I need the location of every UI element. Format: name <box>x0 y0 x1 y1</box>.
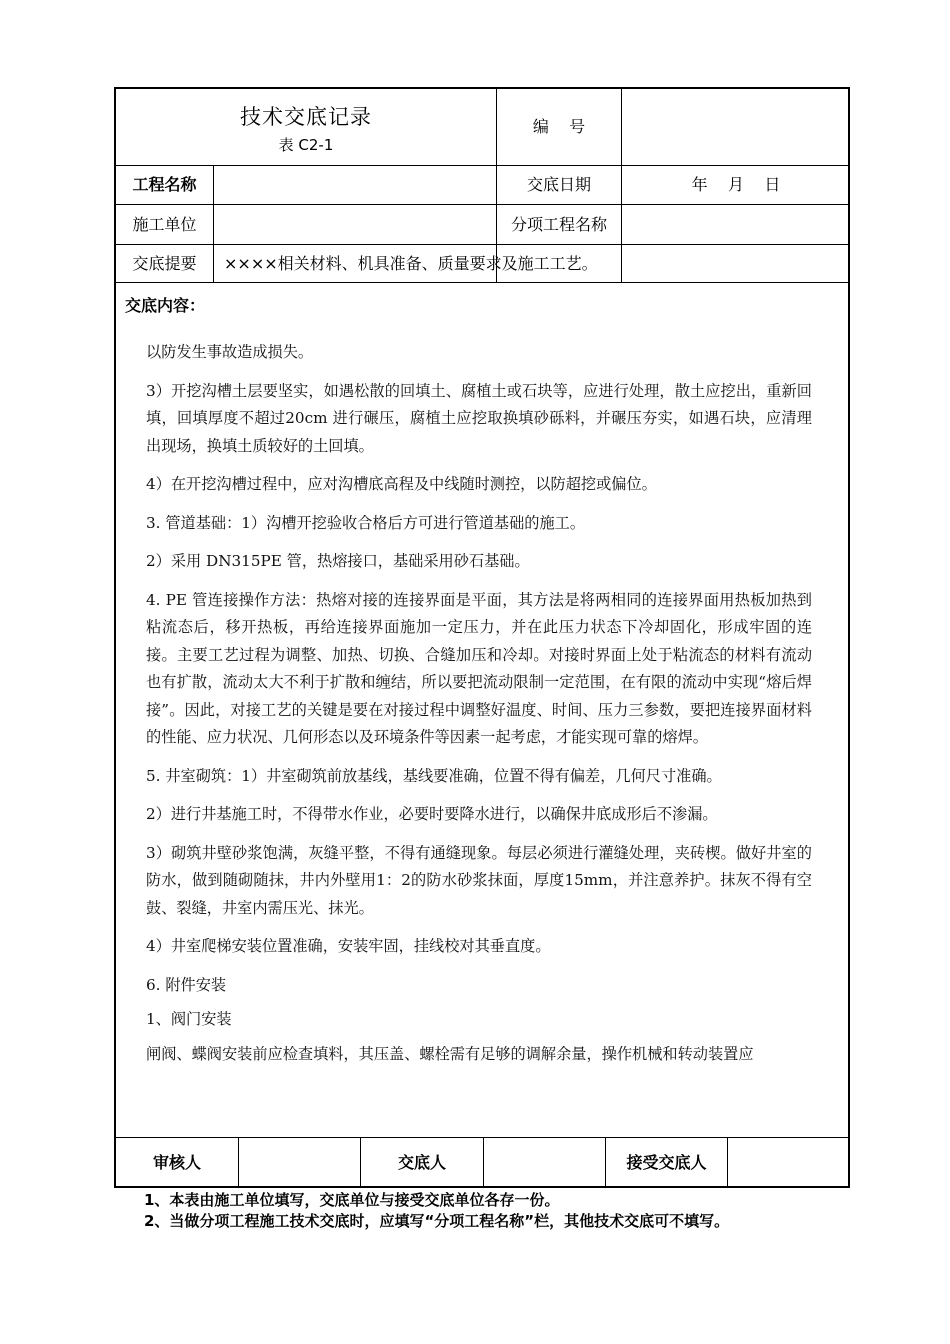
note-line: 2、当做分项工程施工技术交底时，应填写“分项工程名称”栏，其他技术交底可不填写。 <box>144 1212 730 1230</box>
disclosure-form <box>114 87 850 1188</box>
discloser-field[interactable] <box>484 1138 605 1188</box>
reviewer-field[interactable] <box>239 1138 360 1188</box>
construction-unit-field[interactable] <box>214 205 496 244</box>
reviewer-label: 审核人 <box>152 1153 201 1173</box>
content-paragraph: 5. 井室砌筑：1）井室砌筑前放基线，基线要准确，位置不得有偏差，几何尺寸准确。 <box>146 766 722 785</box>
discloser-label: 交底人 <box>397 1153 446 1173</box>
content-paragraph: 2）进行井基施工时，不得带水作业，必要时要降水进行，以确保井底成形后不渗漏。 <box>146 805 718 823</box>
form-notes <box>144 1190 729 1232</box>
date-label: 交底日期 <box>526 175 591 195</box>
project-name-label: 工程名称 <box>132 175 197 195</box>
content-label: 交底内容： <box>125 296 206 315</box>
content-paragraph: 4）在开挖沟槽过程中，应对沟槽底高程及中线随时测控，以防超挖或偏位。 <box>146 475 657 493</box>
receiver-field[interactable] <box>728 1138 850 1188</box>
summary-field[interactable]: ××××相关材料、机具准备、质量要求及施工工艺。 <box>224 253 598 273</box>
summary-label: 交底提要 <box>132 253 197 273</box>
date-field[interactable]: 年 月 日 <box>691 175 781 195</box>
content-paragraph: 4）井室爬梯安装位置准确，安装牢固，挂线校对其垂直度。 <box>146 937 551 955</box>
sub-project-label: 分项工程名称 <box>510 214 607 234</box>
number-field[interactable] <box>622 89 850 165</box>
form-code: 表 C2-1 <box>278 136 334 154</box>
row-divider <box>116 282 848 283</box>
content-paragraph: 闸阀、蝶阀安装前应检查填料，其压盖、螺栓需有足够的调解余量，操作机械和转动装置应 <box>146 1044 754 1063</box>
receiver-label: 接受交底人 <box>626 1153 707 1173</box>
content-paragraph: 3）开挖沟槽土层要坚实，如遇松散的回填土、腐植土或石块等，应进行处理，散土应挖出，重新回填，回填厚度不超过20cm 进行碾压，腐植土应挖取换填砂砾料，并碾压夯实，如遇石块，应清理出现场，换填土质较好的土回填。 <box>146 381 812 455</box>
disclosure-content <box>146 339 812 1079</box>
content-paragraph: 3. 管道基础：1）沟槽开挖验收合格后方可进行管道基础的施工。 <box>146 513 586 532</box>
content-paragraph: 1、阀门安装 <box>146 1010 232 1028</box>
form-title: 技术交底记录 <box>240 105 372 129</box>
content-paragraph: 3）砌筑井壁砂浆饱满，灰缝平整，不得有通缝现象。每层必须进行灌缝处理，夹砖楔。做好井室的防水，做到随砌随抹，井内外壁用1：2的防水砂浆抹面，厚度15mm，并注意养护。抹灰不得有空鼓、裂缝，井室内需压光、抹光。 <box>146 843 812 917</box>
note-line: 1、本表由施工单位填写，交底单位与接受交底单位各存一份。 <box>144 1191 560 1209</box>
number-label: 编 号 <box>532 117 586 137</box>
construction-unit-label: 施工单位 <box>132 214 197 234</box>
content-paragraph: 2）采用 DN315PE 管，热熔接口，基础采用砂石基础。 <box>146 552 530 570</box>
content-paragraph: 以防发生事故造成损失。 <box>146 343 314 361</box>
sub-project-field[interactable] <box>622 205 850 244</box>
project-name-field[interactable] <box>214 166 496 204</box>
content-paragraph: 6. 附件安装 <box>146 975 227 994</box>
content-paragraph: 4. PE 管连接操作方法：热熔对接的连接界面是平面，其方法是将两相同的连接界面用热板加热到粘流态后，移开热板，再给连接界面施加一定压力，并在此压力状态下冷却固化，形成牢固的连接。主要工艺过程为调整、加热、切换、合缝加压和冷却。对接时界面上处于粘流态的材料有流动也有扩散，流动太大不利于扩散和缠结，所以要把流动限制一定范围，在有限的流动中实现“熔后焊接”。因此，对接工艺的关键是要在对接过程中调整好温度、时间、压力三参数，要把连接界面材料的性能、应力状况、几何形态以及环境条件等因素一起考虑，才能实现可靠的熔焊。 <box>146 590 812 746</box>
